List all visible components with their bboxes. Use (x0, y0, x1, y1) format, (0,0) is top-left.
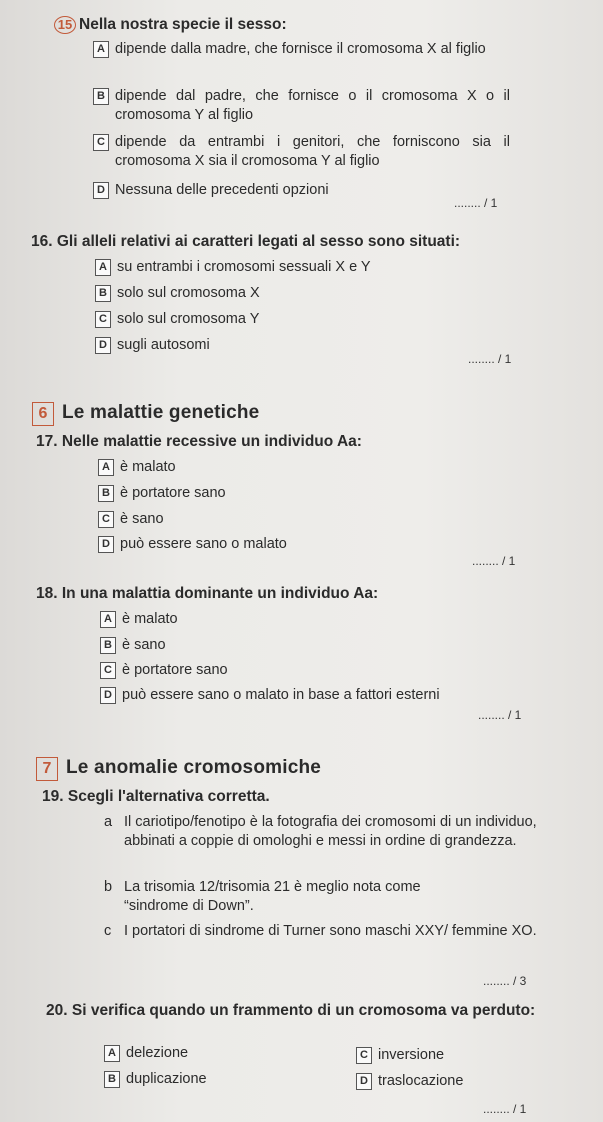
q16-number: 16. (31, 233, 53, 250)
q16-option-b[interactable] (95, 284, 515, 303)
q20-option-d-letter: D (356, 1073, 372, 1090)
q15-option-a-text: dipende dalla madre, che fornisce il cromosoma X al figlio (115, 41, 486, 57)
q15-option-a-letter: A (93, 41, 109, 58)
q17-option-c-letter: C (98, 511, 114, 528)
q20-option-b-text: duplicazione (126, 1071, 207, 1087)
q19-alternative-a-text: Il cariotipo/fenotipo è la fotografia dei cromosomi di un individuo, abbinati a coppie di omologhi e messi in ordine di grandezza. (124, 814, 537, 849)
q18-title (36, 585, 378, 603)
q20-option-b[interactable] (104, 1070, 304, 1089)
q17-option-b[interactable] (98, 484, 518, 503)
q18-option-a-letter: A (100, 611, 116, 628)
q17-title-text: Nelle malattie recessive un individuo Aa: (61, 433, 362, 450)
q19-alternative-a-letter: a (104, 814, 113, 830)
q15-number: 15 (54, 16, 76, 34)
q20-option-d-text: traslocazione (378, 1073, 464, 1089)
q15-option-b-letter: B (93, 88, 109, 105)
q18-option-a-text: è malato (122, 611, 178, 627)
q18-option-d-letter: D (100, 687, 116, 704)
q17-option-c[interactable] (98, 510, 518, 529)
q18-option-c[interactable] (100, 661, 520, 680)
q15-option-c-letter: C (93, 134, 109, 151)
q19-title (42, 788, 270, 806)
q16-option-b-letter: B (95, 285, 111, 302)
q15-option-b[interactable] (93, 87, 510, 125)
q17-number: 17. (36, 433, 58, 450)
q15-option-b-text: dipende dal padre, che fornisce o il cromosoma X o il cromosoma Y al figlio (115, 88, 510, 123)
q18-option-b[interactable] (100, 636, 520, 655)
q17-option-d-letter: D (98, 536, 114, 553)
q17-option-c-text: è sano (120, 511, 164, 527)
q20-option-c-text: inversione (378, 1047, 445, 1063)
section-7-number: 7 (36, 757, 58, 781)
q15-option-c-text: dipende da entrambi i genitori, che forniscono sia il cromosoma X sia il cromosoma Y al figlio (115, 134, 510, 169)
q16-option-d-letter: D (95, 337, 111, 354)
q19-alternative-b-text: La trisomia 12/trisomia 21 è meglio nota come “sindrome di Down”. (124, 879, 421, 914)
q18-option-b-text: è sano (122, 637, 166, 653)
section-6-title: Le malattie genetiche (62, 402, 260, 423)
q19-alternative-b-letter: b (104, 879, 113, 895)
q18-option-a[interactable] (100, 610, 520, 629)
q15-option-d-letter: D (93, 182, 109, 199)
q19-title-text: Scegli l'alternativa corretta. (67, 788, 270, 805)
section-7-title: Le anomalie cromosomiche (66, 757, 322, 778)
q16-option-c-text: solo sul cromosoma Y (117, 311, 260, 327)
q18-option-d-text: può essere sano o malato in base a fattori esterni (122, 687, 440, 703)
section-7-heading (36, 757, 321, 781)
q15-title-text: Nella nostra specie il sesso: (79, 16, 287, 33)
q19-number: 19. (42, 788, 64, 805)
q16-option-c-letter: C (95, 311, 111, 328)
q18-title-text: In una malattia dominante un individuo Aa: (61, 585, 379, 602)
q19-alternative-c-letter: c (104, 923, 112, 939)
q19-alternative-c-text: I portatori di sindrome di Turner sono maschi XXY/ femmine XO. (124, 923, 537, 939)
q17-option-b-letter: B (98, 485, 114, 502)
q20-option-b-letter: B (104, 1071, 120, 1088)
q16-option-a[interactable] (95, 258, 515, 277)
section-6-heading (32, 402, 259, 426)
q18-score: ........ / 1 (478, 708, 522, 722)
q15-option-c[interactable] (93, 133, 510, 171)
section-6-number: 6 (32, 402, 54, 426)
q17-option-d-text: può essere sano o malato (120, 536, 287, 552)
q19-alternative-b[interactable] (104, 878, 484, 916)
q16-title (31, 233, 460, 251)
q16-option-d[interactable] (95, 336, 515, 355)
q20-option-a-text: delezione (126, 1045, 189, 1061)
q19-alternative-c[interactable] (104, 922, 544, 941)
q15-option-d-text: Nessuna delle precedenti opzioni (115, 182, 329, 198)
q17-score: ........ / 1 (472, 554, 516, 568)
q16-option-a-text: su entrambi i cromosomi sessuali X e Y (117, 259, 371, 275)
q18-option-c-letter: C (100, 662, 116, 679)
q18-option-d[interactable] (100, 686, 540, 705)
q20-option-a-letter: A (104, 1045, 120, 1062)
q17-option-b-text: è portatore sano (120, 485, 226, 501)
q16-title-text: Gli alleli relativi ai caratteri legati al sesso sono situati: (56, 233, 461, 250)
q15-score: ........ / 1 (454, 196, 498, 210)
q16-option-a-letter: A (95, 259, 111, 276)
q15-option-a[interactable] (93, 40, 510, 59)
q18-option-c-text: è portatore sano (122, 662, 228, 678)
q17-option-a-text: è malato (120, 459, 176, 475)
q20-option-c-letter: C (356, 1047, 372, 1064)
q18-option-b-letter: B (100, 637, 116, 654)
q15-title (54, 16, 287, 34)
q17-option-a-letter: A (98, 459, 114, 476)
q17-option-d[interactable] (98, 535, 518, 554)
q20-option-c[interactable] (356, 1046, 556, 1065)
q20-option-a[interactable] (104, 1044, 304, 1063)
q16-option-c[interactable] (95, 310, 515, 329)
q19-alternative-a[interactable] (104, 813, 544, 851)
q16-option-d-text: sugli autosomi (117, 337, 210, 353)
q20-score: ........ / 1 (483, 1102, 527, 1116)
q15-option-d[interactable] (93, 181, 510, 200)
q16-option-b-text: solo sul cromosoma X (117, 285, 260, 301)
q18-number: 18. (36, 585, 58, 602)
q20-title (46, 1001, 566, 1020)
q20-number: 20. (46, 1002, 68, 1019)
q20-option-d[interactable] (356, 1072, 556, 1091)
q19-score: ........ / 3 (483, 974, 527, 988)
q16-score: ........ / 1 (468, 352, 512, 366)
q20-title-text: Si verifica quando un frammento di un cromosoma va perduto: (71, 1002, 536, 1019)
q17-title (36, 433, 362, 451)
q17-option-a[interactable] (98, 458, 518, 477)
